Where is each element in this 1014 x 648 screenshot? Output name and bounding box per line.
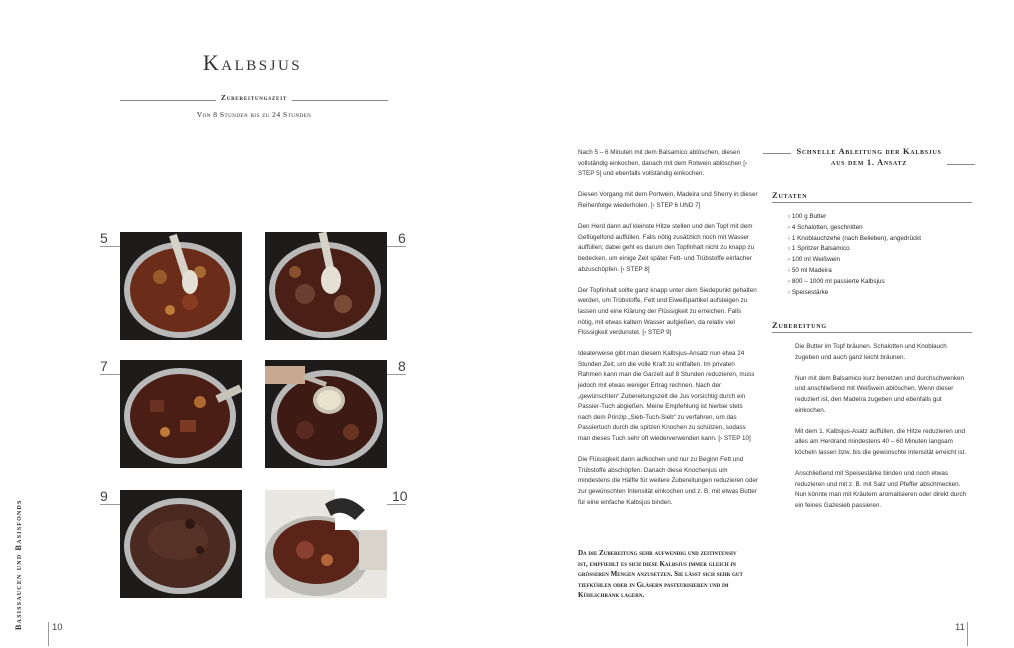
prep-time-value: Von 8 Stunden bis zu 24 Stunden — [196, 110, 312, 119]
method-paragraph: Anschließend mit Speisestärke binden und noch etwas reduzieren und mit z. B. mit Salz und Pfeffer abschmecken. Nun könnte man mit Kräutern aromatisieren oder direkt durch ein feines Gazesieb passieren. — [795, 470, 967, 509]
step-number: 5 — [100, 230, 108, 246]
method-paragraph: Idealerweise gibt man diesem Kalbsjus-Ansatz nun etwa 24 Stunden Zeit, um die volle Kraft zu entfalten. Im privaten Rahmen kann man die Garzeit auf 8 Stunden reduzieren, muss jedoch mit etwas weniger Ertrag rechnen. Nach der „gewünschten“ Zubereitungszeit die Jus vorsichtig durch ein Passier-Tuch abgießen. Meine Empfehlung ist hierbei stets nach dem Prinzip „Sieb-Tuch-Sieb“ zu verfahren, um das Passiertuch durch die spitzen Knochen zu schützen, sodass man dieses Tuch sehr oft wiederverwenden kann. [› STEP 10] — [578, 350, 755, 443]
ingredient-item: › Speisestärke — [788, 288, 921, 299]
method-paragraph: Der Topfinhalt sollte ganz knapp unter dem Siedepunkt gehalten werden, um Trübstoffe, Fett und Eiweißpartikel aufsteigen zu lassen und eine Klärung der Flüssigkeit zu erreichen. Falls nötig, mit etwas kaltem Wasser aufgießen, da relativ viel Flüssigkeit verdunstet. [› STEP 9] — [578, 286, 757, 337]
step-photo-5 — [120, 232, 242, 340]
ingredient-item: › 4 Schalotten, geschnitten — [788, 223, 921, 234]
method-paragraph: Die Flüssigkeit dann aufkochen und nur zu Beginn Fett und Trübstoffe abschöpfen. Danach diese Knochenjus um mindestens die Hälfte für weitere Zubereitungen reduzieren oder zur gewünschten Intensität einkochen und z. B. mit etwas Butter für eine einfache Kalbsjus binden. — [578, 456, 758, 506]
step-photo-7 — [120, 360, 242, 468]
page-number: 11 — [955, 622, 965, 633]
divider — [48, 622, 49, 646]
ingredient-item: › 1 Spritzer Balsamico — [788, 244, 921, 255]
box-title-line: Schnelle Ableitung der Kalbsjus — [796, 146, 942, 156]
ingredient-item: › 800 – 1000 ml passierte Kalbsjus — [788, 277, 921, 288]
step-rule — [386, 374, 406, 375]
method-paragraph: Nach 5 – 6 Minuten mit dem Balsamico ablöschen, diesen vollständig einkochen, danach mit dem Rotwein ablöschen [› STEP 5] und ebenfalls vollständig einkochen. — [578, 149, 748, 178]
step-rule — [386, 246, 406, 247]
box-title — [769, 146, 969, 168]
quick-method-column — [795, 342, 971, 522]
ingredient-item: › 100 g Butter — [788, 212, 921, 223]
step-number: 9 — [100, 488, 108, 504]
divider — [772, 332, 972, 333]
divider — [763, 153, 791, 154]
step-rule — [100, 504, 120, 505]
chapter-title: Basissaucen und Basisfonds — [14, 499, 23, 630]
step-photo-6 — [265, 232, 387, 340]
method-paragraph: Den Herd dann auf kleinste Hitze stellen und den Topf mit dem Geflügelfond auffüllen. Falls nötig zusätzlich noch mit Wasser auffüllen; dabei geht es darum den Topfinhalt nicht zu knapp zu bedecken, um einige Zeit später Fett- und Trübstoffe einfacher abzuschöpfen. [› STEP 8] — [578, 223, 755, 273]
method-paragraph: Mit dem 1. Kalbsjus-Asatz auffüllen, die Hitze reduzieren und alles am Herdrand mindestens 40 – 60 Minuten langsam köcheln lassen bzw. bis die gewünschte Intensität erreicht ist. — [795, 427, 967, 456]
step-number: 8 — [398, 358, 406, 374]
divider — [967, 622, 968, 646]
prep-time-header — [120, 93, 388, 107]
storage-note: Da die Zubereitung sehr aufwendig und zeitintensiv ist, empfiehlt es sich diese Kalbsjus immer gleich in größeren Mengen anzusetzen. Sie lässt sich sehr gut tiefkühlen oder in Gläsern pasteurisieren und im Kühlschrank lagern. — [578, 549, 743, 600]
step-rule — [100, 374, 120, 375]
divider — [772, 202, 972, 203]
prep-time-label: Zubereitungszeit — [220, 93, 288, 102]
divider — [947, 164, 975, 165]
step-photo-9 — [120, 490, 242, 598]
divider — [292, 100, 388, 101]
step-photo-10 — [265, 490, 387, 598]
step-number: 6 — [398, 230, 406, 246]
step-number: 7 — [100, 358, 108, 374]
recipe-title: Kalbsjus — [202, 50, 303, 75]
method-paragraph: Diesen Vorgang mit dem Portwein, Madeira und Sherry in dieser Reihenfolge wiederholen. [› STEP 6 UND 7] — [578, 191, 758, 209]
step-rule — [386, 504, 406, 505]
method-column — [578, 148, 758, 519]
ingredients-list — [788, 212, 921, 298]
ingredient-item: › 100 ml Weißwein — [788, 255, 921, 266]
box-title-line: aus dem 1. Ansatz — [831, 157, 907, 167]
step-number: 10 — [392, 488, 408, 504]
ingredient-item: › 50 ml Madeira — [788, 266, 921, 277]
page-number: 10 — [52, 622, 63, 633]
method-paragraph: Nun mit dem Balsamico kurz benetzen und durchschwenken und anschließend mit Weißwein ablöschen. Wenn dieser reduziert ist, den Madeira zugeben und ebenfalls gut einkochen. — [795, 374, 965, 414]
method-paragraph: Die Butter im Topf bräunen. Schalotten und Knoblauch zugeben und auch ganz leicht bräunen. — [795, 343, 947, 361]
step-rule — [100, 246, 120, 247]
right-page — [507, 0, 1014, 648]
method-heading: Zubereitung — [772, 320, 827, 330]
step-photo-8 — [265, 360, 387, 468]
ingredient-item: › 1 Knoblauchzehe (nach Belieben), angedrückt — [788, 234, 921, 245]
ingredients-heading: Zutaten — [772, 190, 808, 200]
